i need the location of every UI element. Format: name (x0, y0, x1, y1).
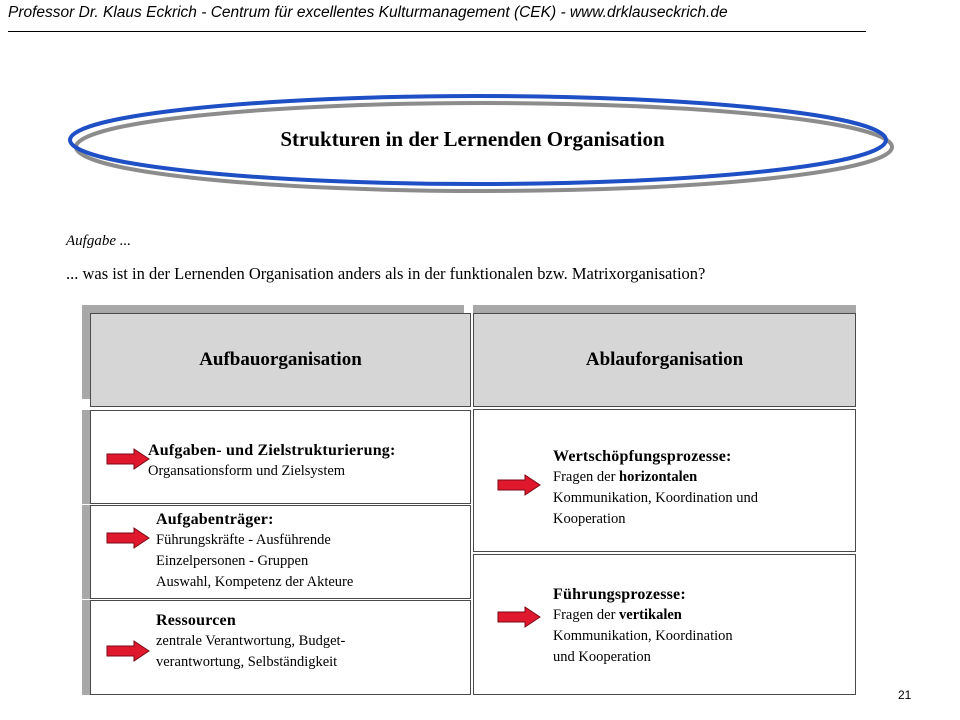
task-question: ... was ist in der Lernenden Organisation anders als in der funktionalen bzw. Matrixorganisation? (66, 264, 706, 283)
header-divider (8, 31, 866, 32)
right-item-1-line-1-pre: Fragen der (553, 469, 620, 485)
arrow-icon (497, 474, 541, 496)
right-item-1-line-3: Kooperation (553, 511, 626, 527)
right-item-2-line-2: Kommunikation, Koordination (553, 628, 733, 644)
left-item-shadow (82, 505, 90, 599)
right-item-1-line-2: Kommunikation, Koordination und (553, 490, 758, 506)
right-item-2-line-3: und Kooperation (553, 649, 651, 665)
right-item-2-title: Führungsprozesse: (553, 586, 686, 603)
right-item-1-line-1-bold: horizontalen (619, 469, 698, 485)
left-column-heading: Aufbauorganisation (199, 349, 362, 370)
left-item-1-line-1: Organsationsform und Zielsystem (148, 463, 346, 479)
right-item-1-text (553, 446, 758, 530)
right-column-heading: Ablauforganisation (585, 349, 744, 370)
left-item-shadow (82, 600, 90, 695)
right-head-shadow (473, 305, 856, 313)
left-item-2-title: Aufgabenträger: (156, 511, 274, 528)
page-number: 21 (898, 688, 912, 702)
left-item-3-title: Ressourcen (156, 612, 236, 629)
left-item-2-line-3: Auswahl, Kompetenz der Akteure (156, 574, 354, 590)
right-item-2-line-1-bold: vertikalen (619, 607, 682, 623)
left-item-3-text (156, 610, 345, 673)
right-item-2-line-1-pre: Fragen der (553, 607, 620, 623)
page-title: Strukturen in der Lernenden Organisation (280, 127, 665, 151)
left-item-3-line-2: verantwortung, Selbständigkeit (156, 654, 338, 670)
left-item-2-text (156, 509, 353, 593)
task-label: Aufgabe ... (66, 233, 131, 249)
left-item-2-line-1: Führungskräfte - Ausführende (156, 532, 331, 548)
left-item-1-title: Aufgaben- und Zielstrukturierung: (148, 442, 396, 459)
left-item-3-line-1: zentrale Verantwortung, Budget- (156, 633, 346, 649)
left-item-2-line-2: Einzelpersonen - Gruppen (156, 553, 309, 569)
left-item-1-text (148, 440, 396, 482)
right-item-1-line-1 (553, 467, 758, 488)
arrow-icon (106, 640, 150, 662)
right-item-2-text (553, 584, 733, 668)
left-item-shadow (82, 410, 90, 504)
arrow-icon (106, 448, 150, 470)
right-item-2-line-1 (553, 605, 733, 626)
left-column-heading-box (90, 313, 471, 407)
right-column-heading-box (473, 313, 856, 407)
arrow-icon (497, 606, 541, 628)
header-text: Professor Dr. Klaus Eckrich - Centrum für excellentes Kulturmanagement (CEK) - www.drklauseckrich.de (8, 4, 728, 21)
right-item-1-title: Wertschöpfungsprozesse: (553, 448, 732, 465)
arrow-icon (106, 527, 150, 549)
